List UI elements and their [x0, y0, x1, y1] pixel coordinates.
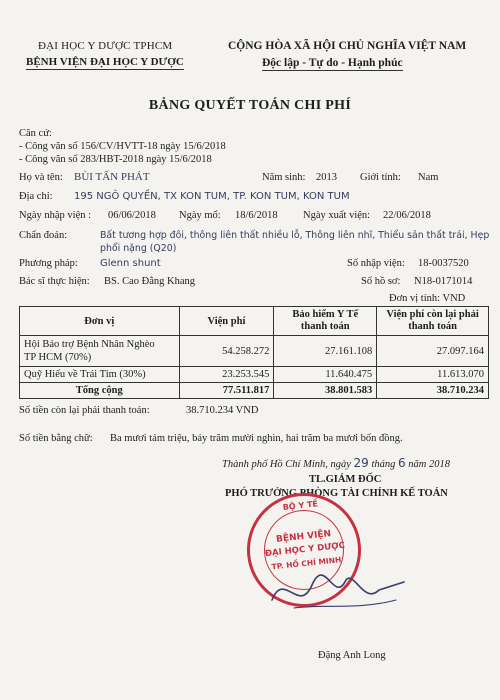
row-unit-line-1: Hội Bảo trợ Bệnh Nhân Nghèo: [24, 339, 155, 350]
doctor-label: Bác sĩ thực hiện:: [19, 276, 90, 287]
row-fee: 54.258.272: [179, 336, 274, 367]
doctor-name: BS. Cao Đằng Khang: [104, 276, 195, 287]
record-no-label: Số hồ sơ:: [361, 276, 401, 287]
discharge-label: Ngày xuất viện:: [303, 210, 371, 221]
remaining-label: Số tiền còn lại phải thanh toán:: [19, 405, 150, 416]
currency-note: Đơn vị tính: VND: [389, 293, 466, 304]
discharge-date: 22/06/2018: [383, 210, 431, 221]
org-university: ĐẠI HỌC Y DƯỢC TPHCM: [38, 40, 173, 52]
diagnosis-label: Chẩn đoán:: [19, 230, 68, 241]
bases-item-2: - Công văn số 283/HBT-2018 ngày 15/6/2018: [19, 154, 212, 165]
name-label: Họ và tên:: [19, 172, 63, 183]
patient-name: BÙI TẤN PHÁT: [74, 171, 150, 183]
bases-item-1: - Công văn số 156/CV/HVTT-18 ngày 15/6/2018: [19, 141, 226, 152]
table-total-row: [20, 383, 489, 399]
admit-label: Ngày nhập viện :: [19, 210, 92, 221]
birth-year: 2013: [316, 172, 337, 183]
admission-no: 18-0037520: [418, 258, 469, 269]
table-row: [20, 336, 489, 367]
seal-top-text: BỘ Y TẾ: [282, 499, 319, 512]
method-value: Glenn shunt: [100, 258, 161, 269]
signer-role-2: PHÓ TRƯỞNG PHÒNG TÀI CHÍNH KẾ TOÁN: [225, 488, 448, 499]
sex-value: Nam: [418, 172, 439, 183]
record-no: N18-0171014: [414, 276, 473, 287]
row-unit-line-1: Quỹ Hiếu về Trái Tim (30%): [24, 369, 146, 380]
surgery-label: Ngày mổ:: [179, 210, 221, 221]
admission-no-label: Số nhập viện:: [347, 258, 405, 269]
col-insurance: Bảo hiểm Y Tế thanh toán: [274, 307, 377, 336]
address-label: Địa chỉ:: [19, 191, 53, 202]
date-day: 29: [353, 456, 369, 470]
org-hospital: BỆNH VIỆN ĐẠI HỌC Y DƯỢC: [26, 56, 184, 68]
cost-table: [19, 306, 489, 399]
date-month-label: tháng: [371, 459, 396, 470]
date-line: [222, 456, 450, 470]
total-insurance: 38.801.583: [274, 383, 377, 399]
total-fee: 77.511.817: [179, 383, 274, 399]
date-prefix: Thành phố Hồ Chí Minh, ngày: [222, 459, 351, 470]
bases-label: Căn cứ:: [19, 128, 52, 139]
row-unit-line-2: TP HCM (70%): [24, 352, 92, 363]
seal-line-2: ĐẠI HỌC Y DƯỢC: [264, 540, 346, 560]
total-label: Tổng cộng: [20, 383, 180, 399]
col-fee: Viện phí: [179, 307, 274, 336]
words-value: Ba mươi tám triệu, bảy trăm mười nghìn, hai trăm ba mươi bốn đồng.: [110, 433, 403, 444]
row-insurance: 27.161.108: [274, 336, 377, 367]
seal-line-1: BỆNH VIỆN: [275, 529, 332, 545]
row-insurance: 11.640.475: [274, 367, 377, 383]
row-remaining: 11.613.070: [377, 367, 489, 383]
date-year-label: năm: [408, 459, 427, 470]
document-title: BẢNG QUYẾT TOÁN CHI PHÍ: [148, 98, 352, 113]
table-header-row: [20, 307, 489, 336]
signature: [264, 560, 414, 620]
method-label: Phương pháp:: [19, 258, 78, 269]
signer-name: Đặng Anh Long: [318, 650, 386, 661]
diagnosis-line-2: phổi nặng (Q20): [100, 243, 177, 254]
table-row: [20, 367, 489, 383]
diagnosis-line-1: Bất tương hợp đôi, thông liên thất nhiều lỗ, Thông liên nhĩ, Thiểu sản thất trái, Hẹp: [100, 230, 490, 241]
sex-label: Giới tính:: [360, 172, 401, 183]
date-year: 2018: [428, 459, 450, 470]
address-value: 195 NGÔ QUYỀN, TX KON TUM, TP. KON TUM, KON TUM: [74, 191, 350, 202]
surgery-date: 18/6/2018: [235, 210, 278, 221]
nation-name: CỘNG HÒA XÃ HỘI CHỦ NGHĨA VIỆT NAM: [228, 40, 467, 52]
row-unit: [20, 367, 180, 383]
row-remaining: 27.097.164: [377, 336, 489, 367]
nation-motto: Độc lập - Tự do - Hạnh phúc: [262, 57, 403, 69]
seal-line-3: TP. HỒ CHÍ MINH: [271, 555, 342, 572]
row-fee: 23.253.545: [179, 367, 274, 383]
signer-role-1: TL.GIÁM ĐỐC: [309, 474, 382, 485]
date-month: 6: [398, 456, 406, 470]
row-unit: [20, 336, 180, 367]
total-remaining: 38.710.234: [377, 383, 489, 399]
col-remaining: Viện phí còn lại phải thanh toán: [377, 307, 489, 336]
remaining-value: 38.710.234 VND: [186, 405, 259, 416]
words-label: Số tiền bằng chữ:: [19, 433, 93, 444]
birth-label: Năm sinh:: [262, 172, 306, 183]
admit-date: 06/06/2018: [108, 210, 156, 221]
col-unit: Đơn vị: [20, 307, 180, 336]
